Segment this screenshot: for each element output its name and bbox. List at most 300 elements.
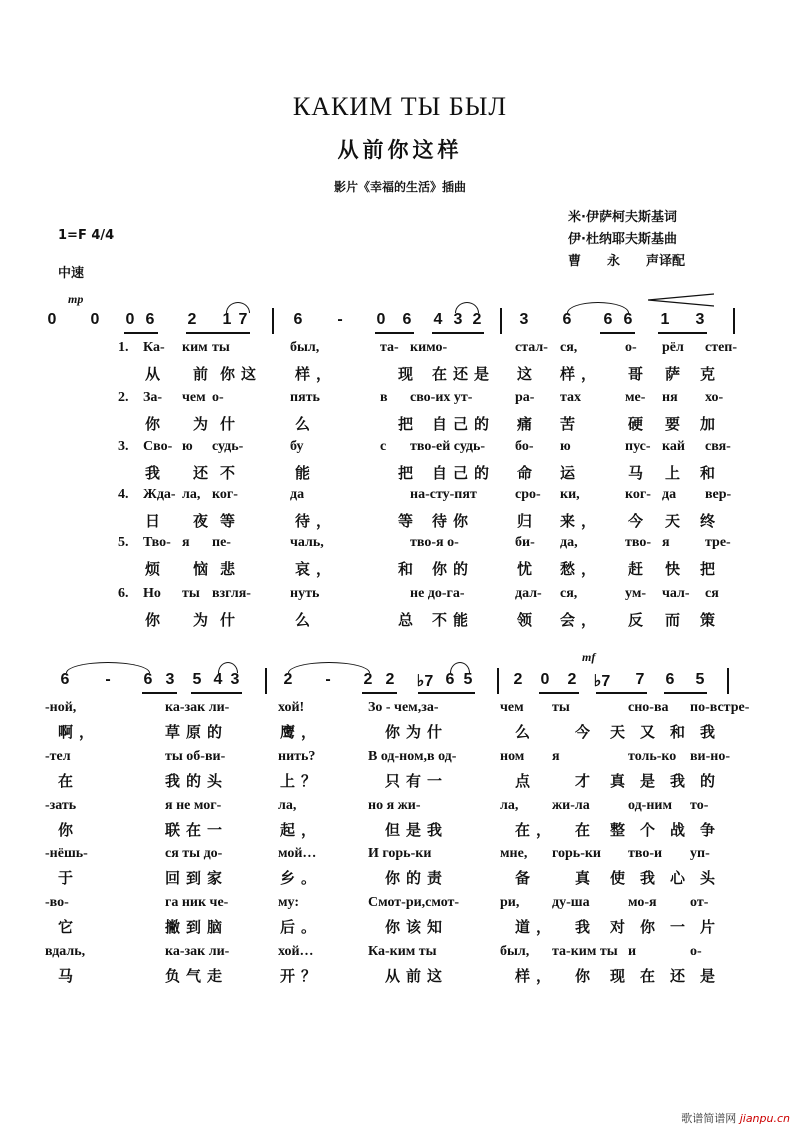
- lyric-chinese: 悲: [220, 560, 242, 578]
- lyric-chinese: 是: [640, 772, 662, 790]
- lyric-chinese: 又: [640, 723, 662, 741]
- dynamic-mf: mf: [582, 650, 596, 664]
- lyric-russian: му:: [278, 895, 300, 910]
- lyric-chinese: 才: [575, 772, 597, 790]
- note: 6: [402, 311, 412, 328]
- note: -: [337, 311, 343, 328]
- lyric-chinese: 和: [398, 560, 420, 578]
- crescendo-hairpin: [648, 293, 714, 307]
- lyric-chinese: 赶: [628, 560, 650, 578]
- lyric-chinese: 还: [670, 967, 692, 985]
- lyric-chinese: 鹰，: [280, 723, 323, 741]
- lyric-russian: тах: [560, 390, 582, 405]
- note: 6: [665, 671, 675, 688]
- lyric-russian: толь-ко: [628, 749, 677, 764]
- note: ♭7: [593, 673, 611, 690]
- lyric-russian: -во-: [45, 895, 69, 910]
- lyric-russian: уп-: [690, 846, 710, 861]
- lyric-chinese: 现: [398, 365, 420, 383]
- lyric-chinese: 为: [193, 611, 215, 629]
- lyric-russian: 3.: [118, 439, 129, 454]
- note: 7: [238, 311, 248, 328]
- lyric-russian: сро-: [515, 487, 541, 502]
- lyric-russian: -ной,: [45, 700, 77, 715]
- lyric-russian: 1.: [118, 340, 129, 355]
- lyric-chinese: 今: [628, 512, 650, 530]
- lyric-chinese: 你这: [220, 365, 263, 383]
- translator-credit: 曹 永 声译配: [568, 254, 686, 269]
- barline: [497, 668, 499, 694]
- note: 0: [125, 311, 135, 328]
- barline: [500, 308, 502, 334]
- lyric-russian: был,: [500, 944, 530, 959]
- beam-underline: [375, 332, 414, 334]
- lyric-russian: та-ким ты: [552, 944, 618, 959]
- lyric-chinese: 萨: [665, 365, 687, 383]
- lyric-chinese: 你的责: [385, 869, 449, 887]
- lyric-russian: стал-: [515, 340, 548, 355]
- lyric-chinese: 战: [670, 821, 692, 839]
- lyric-russian: од-ним: [628, 798, 673, 813]
- lyric-chinese: 后。: [280, 918, 323, 936]
- lyric-chinese: 使: [610, 869, 632, 887]
- lyric-russian: бу: [290, 439, 304, 454]
- lyric-chinese: 在，: [515, 821, 558, 839]
- lyric-chinese: 忧: [517, 560, 539, 578]
- note: 3: [165, 671, 175, 688]
- lyric-russian: ся,: [560, 340, 578, 355]
- lyric-russian: ри,: [500, 895, 520, 910]
- lyric-russian: чал-: [662, 586, 690, 601]
- lyric-russian: от-: [690, 895, 709, 910]
- barline: [265, 668, 267, 694]
- lyric-chinese: 等: [398, 512, 420, 530]
- note: 2: [385, 671, 395, 688]
- note: 6: [445, 671, 455, 688]
- lyric-chinese: 快: [665, 560, 687, 578]
- lyric-russian: Тво-: [143, 535, 171, 550]
- lyric-chinese: 这: [517, 365, 539, 383]
- lyric-russian: степ-: [705, 340, 738, 355]
- note: 0: [90, 311, 100, 328]
- lyric-chinese: 么: [515, 723, 537, 741]
- note: 6: [143, 671, 153, 688]
- lyric-russian: -зать: [45, 798, 77, 813]
- lyric-russian: -нёшь-: [45, 846, 88, 861]
- lyric-chinese: 乡。: [280, 869, 323, 887]
- beam-underline: [362, 692, 397, 694]
- lyric-russian: 4.: [118, 487, 129, 502]
- lyric-russian: жи-ла: [552, 798, 590, 813]
- lyric-russian: га ник че-: [165, 895, 229, 910]
- lyric-russian: я: [662, 535, 670, 550]
- lyric-russian: ког-: [212, 487, 238, 502]
- note: 6: [603, 311, 613, 328]
- lyric-russian: ты об-ви-: [165, 749, 226, 764]
- lyric-chinese: 道，: [515, 918, 558, 936]
- lyric-russian: и: [628, 944, 637, 959]
- beam-underline: [418, 692, 475, 694]
- lyric-russian: пус-: [625, 439, 651, 454]
- lyric-chinese: 会，: [560, 611, 603, 629]
- lyric-chinese: 马: [628, 464, 650, 482]
- note: -: [105, 671, 111, 688]
- lyric-chinese: 但是我: [385, 821, 449, 839]
- lyric-chinese: 负气走: [165, 967, 229, 985]
- note: 5: [192, 671, 202, 688]
- lyric-chinese: 我的头: [165, 772, 229, 790]
- note: 2: [187, 311, 197, 328]
- dynamic-mp: mp: [68, 292, 84, 306]
- lyric-russian: но я жи-: [368, 798, 421, 813]
- lyric-chinese: 哀，: [295, 560, 338, 578]
- lyric-russian: тво-ей судь-: [410, 439, 486, 454]
- lyric-chinese: 马: [58, 967, 80, 985]
- key-signature: 1=F 4/4: [58, 228, 115, 243]
- lyric-chinese: 你该知: [385, 918, 449, 936]
- lyric-russian: ты: [212, 340, 230, 355]
- lyric-chinese: 反: [628, 611, 650, 629]
- beam-underline: [186, 332, 250, 334]
- lyric-chinese: 是: [700, 967, 722, 985]
- note: 2: [472, 311, 482, 328]
- lyric-chinese: 我: [670, 772, 692, 790]
- lyric-russian: тво-: [625, 535, 652, 550]
- note: -: [325, 671, 331, 688]
- lyric-chinese: 你: [145, 415, 167, 433]
- lyric-chinese: 和: [700, 464, 722, 482]
- lyric-chinese: 争: [700, 821, 722, 839]
- lyric-russian: на-сту-пят: [410, 487, 477, 502]
- lyric-russian: Зо - чем,за-: [368, 700, 439, 715]
- note: ♭7: [416, 673, 434, 690]
- lyric-russian: ра-: [515, 390, 535, 405]
- lyric-russian: нуть: [290, 586, 320, 601]
- lyric-chinese: 不: [220, 464, 242, 482]
- lyric-chinese: 样，: [515, 967, 558, 985]
- lyric-russian: вдаль,: [45, 944, 86, 959]
- note: 6: [293, 311, 303, 328]
- note: 2: [567, 671, 577, 688]
- lyric-chinese: 从前这: [385, 967, 449, 985]
- note: 4: [433, 311, 443, 328]
- lyric-russian: Жда-: [143, 487, 176, 502]
- lyric-chinese: 真: [610, 772, 632, 790]
- lyric-chinese: 在还是: [432, 365, 496, 383]
- lyric-russian: В од-ном,в од-: [368, 749, 457, 764]
- note: 1: [222, 311, 232, 328]
- lyric-chinese: 一: [670, 918, 692, 936]
- lyric-chinese: 真: [575, 869, 597, 887]
- beam-underline: [142, 692, 177, 694]
- lyricist-credit: 米·伊萨柯夫斯基词: [568, 210, 677, 225]
- composer-credit: 伊·杜纳耶夫斯基曲: [568, 232, 677, 247]
- lyric-russian: пе-: [212, 535, 231, 550]
- note: 3: [230, 671, 240, 688]
- lyric-russian: горь-ки: [552, 846, 601, 861]
- lyric-russian: о-: [625, 340, 637, 355]
- lyric-chinese: 要: [665, 415, 687, 433]
- lyric-chinese: 硬: [628, 415, 650, 433]
- lyric-russian: 2.: [118, 390, 129, 405]
- note: 5: [463, 671, 473, 688]
- lyric-chinese: 前: [193, 365, 215, 383]
- lyric-russian: ты: [182, 586, 200, 601]
- lyric-russian: я не мог-: [165, 798, 222, 813]
- lyric-russian: 6.: [118, 586, 129, 601]
- note: 5: [695, 671, 705, 688]
- lyric-russian: мой…: [278, 846, 317, 861]
- lyric-chinese: 啊，: [58, 723, 101, 741]
- lyric-chinese: 开？: [280, 967, 323, 985]
- lyric-russian: ном: [500, 749, 525, 764]
- lyric-chinese: 烦: [145, 560, 167, 578]
- lyric-chinese: 么: [295, 611, 317, 629]
- lyric-chinese: 回到家: [165, 869, 229, 887]
- lyric-chinese: 在: [58, 772, 80, 790]
- lyric-russian: да: [290, 487, 305, 502]
- watermark-url: jianpu.cn: [739, 1112, 790, 1125]
- lyric-chinese: 等: [220, 512, 242, 530]
- lyric-chinese: 于: [58, 869, 80, 887]
- lyric-chinese: 从: [145, 365, 167, 383]
- lyric-russian: ла,: [182, 487, 201, 502]
- lyric-russian: За-: [143, 390, 163, 405]
- lyric-russian: рёл: [662, 340, 684, 355]
- beam-underline: [658, 332, 707, 334]
- lyric-chinese: 点: [515, 772, 537, 790]
- lyric-russian: чем: [500, 700, 524, 715]
- lyric-russian: ка-зак ли-: [165, 944, 230, 959]
- lyric-russian: о-: [212, 390, 224, 405]
- lyric-russian: хой…: [278, 944, 314, 959]
- lyric-russian: Но: [143, 586, 161, 601]
- lyric-chinese: 你: [575, 967, 597, 985]
- lyric-chinese: 今: [575, 723, 597, 741]
- lyric-russian: чаль,: [290, 535, 324, 550]
- lyric-russian: та-: [380, 340, 399, 355]
- lyric-russian: да: [662, 487, 677, 502]
- note: 4: [213, 671, 223, 688]
- lyric-chinese: 愁，: [560, 560, 603, 578]
- lyric-russian: я: [552, 749, 560, 764]
- lyric-russian: кай: [662, 439, 685, 454]
- lyric-russian: пять: [290, 390, 320, 405]
- lyric-russian: Ка-: [143, 340, 165, 355]
- note: 2: [513, 671, 523, 688]
- note: 1: [660, 311, 670, 328]
- lyric-russian: свя-: [705, 439, 731, 454]
- note: 6: [145, 311, 155, 328]
- lyric-chinese: 我: [700, 723, 722, 741]
- lyric-chinese: 上: [665, 464, 687, 482]
- lyric-chinese: 你: [145, 611, 167, 629]
- lyric-chinese: 什: [220, 415, 242, 433]
- lyric-chinese: 克: [700, 365, 722, 383]
- lyric-chinese: 样，: [295, 365, 338, 383]
- lyric-chinese: 自己的: [432, 464, 496, 482]
- lyric-chinese: 能: [295, 464, 317, 482]
- note: 0: [47, 311, 57, 328]
- lyric-chinese: 待，: [295, 512, 338, 530]
- lyric-chinese: 把: [398, 415, 420, 433]
- watermark: [681, 1110, 790, 1126]
- lyric-russian: -тел: [45, 749, 71, 764]
- lyric-russian: Смот-ри,смот-: [368, 895, 460, 910]
- lyric-russian: вер-: [705, 487, 732, 502]
- lyric-chinese: 在: [575, 821, 597, 839]
- barline: [733, 308, 735, 334]
- lyric-chinese: 天: [610, 723, 632, 741]
- lyric-chinese: 归: [517, 512, 539, 530]
- lyric-chinese: 命: [517, 464, 539, 482]
- lyric-chinese: 么: [295, 415, 317, 433]
- lyric-russian: ся,: [560, 586, 578, 601]
- lyric-chinese: 你的: [432, 560, 475, 578]
- note: 6: [623, 311, 633, 328]
- note: 3: [695, 311, 705, 328]
- lyric-chinese: 哥: [628, 365, 650, 383]
- lyric-chinese: 它: [58, 918, 80, 936]
- title-russian: КАКИМ ТЫ БЫЛ: [292, 92, 508, 121]
- note: 0: [376, 311, 386, 328]
- lyric-chinese: 片: [700, 918, 722, 936]
- lyric-chinese: 我: [145, 464, 167, 482]
- lyric-russian: ког-: [625, 487, 651, 502]
- lyric-chinese: 上？: [280, 772, 323, 790]
- lyric-chinese: 撇到脑: [165, 918, 229, 936]
- lyric-russian: да,: [560, 535, 578, 550]
- lyric-russian: ла,: [278, 798, 297, 813]
- beam-underline: [539, 692, 579, 694]
- lyric-chinese: 来，: [560, 512, 603, 530]
- lyric-chinese: 和: [670, 723, 692, 741]
- lyric-chinese: 联在一: [165, 821, 229, 839]
- lyric-russian: ким: [182, 340, 208, 355]
- lyric-chinese: 头: [700, 869, 722, 887]
- lyric-russian: 5.: [118, 535, 129, 550]
- lyric-russian: ю: [182, 439, 193, 454]
- lyric-chinese: 个: [640, 821, 662, 839]
- lyric-chinese: 天: [665, 512, 687, 530]
- lyric-chinese: 整: [610, 821, 632, 839]
- lyric-russian: ви-но-: [690, 749, 731, 764]
- lyric-chinese: 加: [700, 415, 722, 433]
- lyric-chinese: 策: [700, 611, 722, 629]
- lyric-russian: ки,: [560, 487, 580, 502]
- lyric-russian: то-: [690, 798, 709, 813]
- barline: [727, 668, 729, 694]
- lyric-russian: Сво-: [143, 439, 173, 454]
- lyric-chinese: 的: [700, 772, 722, 790]
- lyric-chinese: 夜: [193, 512, 215, 530]
- lyric-russian: мне,: [500, 846, 528, 861]
- lyric-russian: ду-ша: [552, 895, 590, 910]
- lyric-chinese: 只有一: [385, 772, 449, 790]
- lyric-chinese: 待你: [432, 512, 475, 530]
- lyric-russian: ка-зак ли-: [165, 700, 230, 715]
- lyric-russian: с: [380, 439, 387, 454]
- lyric-chinese: 你: [58, 821, 80, 839]
- lyric-chinese: 把: [398, 464, 420, 482]
- lyric-chinese: 我: [640, 869, 662, 887]
- lyric-chinese: 自己的: [432, 415, 496, 433]
- lyric-russian: о-: [690, 944, 702, 959]
- lyric-chinese: 样，: [560, 365, 603, 383]
- lyric-russian: ум-: [625, 586, 647, 601]
- tempo-marking: 中速: [58, 266, 85, 281]
- lyric-chinese: 起，: [280, 821, 323, 839]
- lyric-russian: мо-я: [628, 895, 657, 910]
- note: 6: [60, 671, 70, 688]
- lyric-russian: тво-я о-: [410, 535, 459, 550]
- slur: [567, 302, 629, 313]
- lyric-russian: И горь-ки: [368, 846, 432, 861]
- lyric-russian: тво-и: [628, 846, 663, 861]
- lyric-russian: нить?: [278, 749, 316, 764]
- lyric-russian: хой!: [278, 700, 305, 715]
- lyric-russian: ты: [552, 700, 570, 715]
- note: 0: [540, 671, 550, 688]
- lyric-russian: ся: [705, 586, 719, 601]
- lyric-russian: бо-: [515, 439, 534, 454]
- lyric-chinese: 痛: [517, 415, 539, 433]
- lyric-russian: сво-их ут-: [410, 390, 473, 405]
- lyric-russian: я: [182, 535, 190, 550]
- lyric-chinese: 现: [610, 967, 632, 985]
- note: 7: [635, 671, 645, 688]
- lyric-chinese: 草原的: [165, 723, 229, 741]
- lyric-russian: кимо-: [410, 340, 448, 355]
- lyric-russian: ня: [662, 390, 678, 405]
- lyric-russian: дал-: [515, 586, 542, 601]
- lyric-russian: хо-: [705, 390, 724, 405]
- lyric-chinese: 你: [640, 918, 662, 936]
- subtitle: 影片《幸福的生活》插曲: [333, 180, 466, 194]
- lyric-chinese: 不能: [432, 611, 475, 629]
- note: 6: [562, 311, 572, 328]
- lyric-russian: ю: [560, 439, 571, 454]
- lyric-chinese: 对: [610, 918, 632, 936]
- beam-underline: [600, 332, 635, 334]
- lyric-russian: Ка-ким ты: [368, 944, 437, 959]
- lyric-russian: ме-: [625, 390, 646, 405]
- lyric-chinese: 领: [517, 611, 539, 629]
- lyric-chinese: 运: [560, 464, 582, 482]
- lyric-chinese: 在: [640, 967, 662, 985]
- lyric-chinese: 心: [670, 869, 692, 887]
- lyric-russian: сно-ва: [628, 700, 669, 715]
- lyric-chinese: 日: [145, 512, 167, 530]
- lyric-russian: был,: [290, 340, 320, 355]
- lyric-russian: ся ты до-: [165, 846, 223, 861]
- lyric-chinese: 终: [700, 512, 722, 530]
- lyric-russian: не до-га-: [410, 586, 465, 601]
- lyric-russian: би-: [515, 535, 535, 550]
- title-chinese: 从前你这样: [337, 138, 463, 162]
- lyric-chinese: 你为什: [385, 723, 449, 741]
- lyric-chinese: 还: [193, 464, 215, 482]
- lyric-chinese: 恼: [193, 560, 215, 578]
- beam-underline: [664, 692, 707, 694]
- lyric-chinese: 备: [515, 869, 537, 887]
- note: 3: [519, 311, 529, 328]
- lyric-russian: чем: [182, 390, 206, 405]
- lyric-chinese: 我: [575, 918, 597, 936]
- lyric-russian: по-встре-: [690, 700, 750, 715]
- lyric-chinese: 什: [220, 611, 242, 629]
- lyric-russian: тре-: [705, 535, 731, 550]
